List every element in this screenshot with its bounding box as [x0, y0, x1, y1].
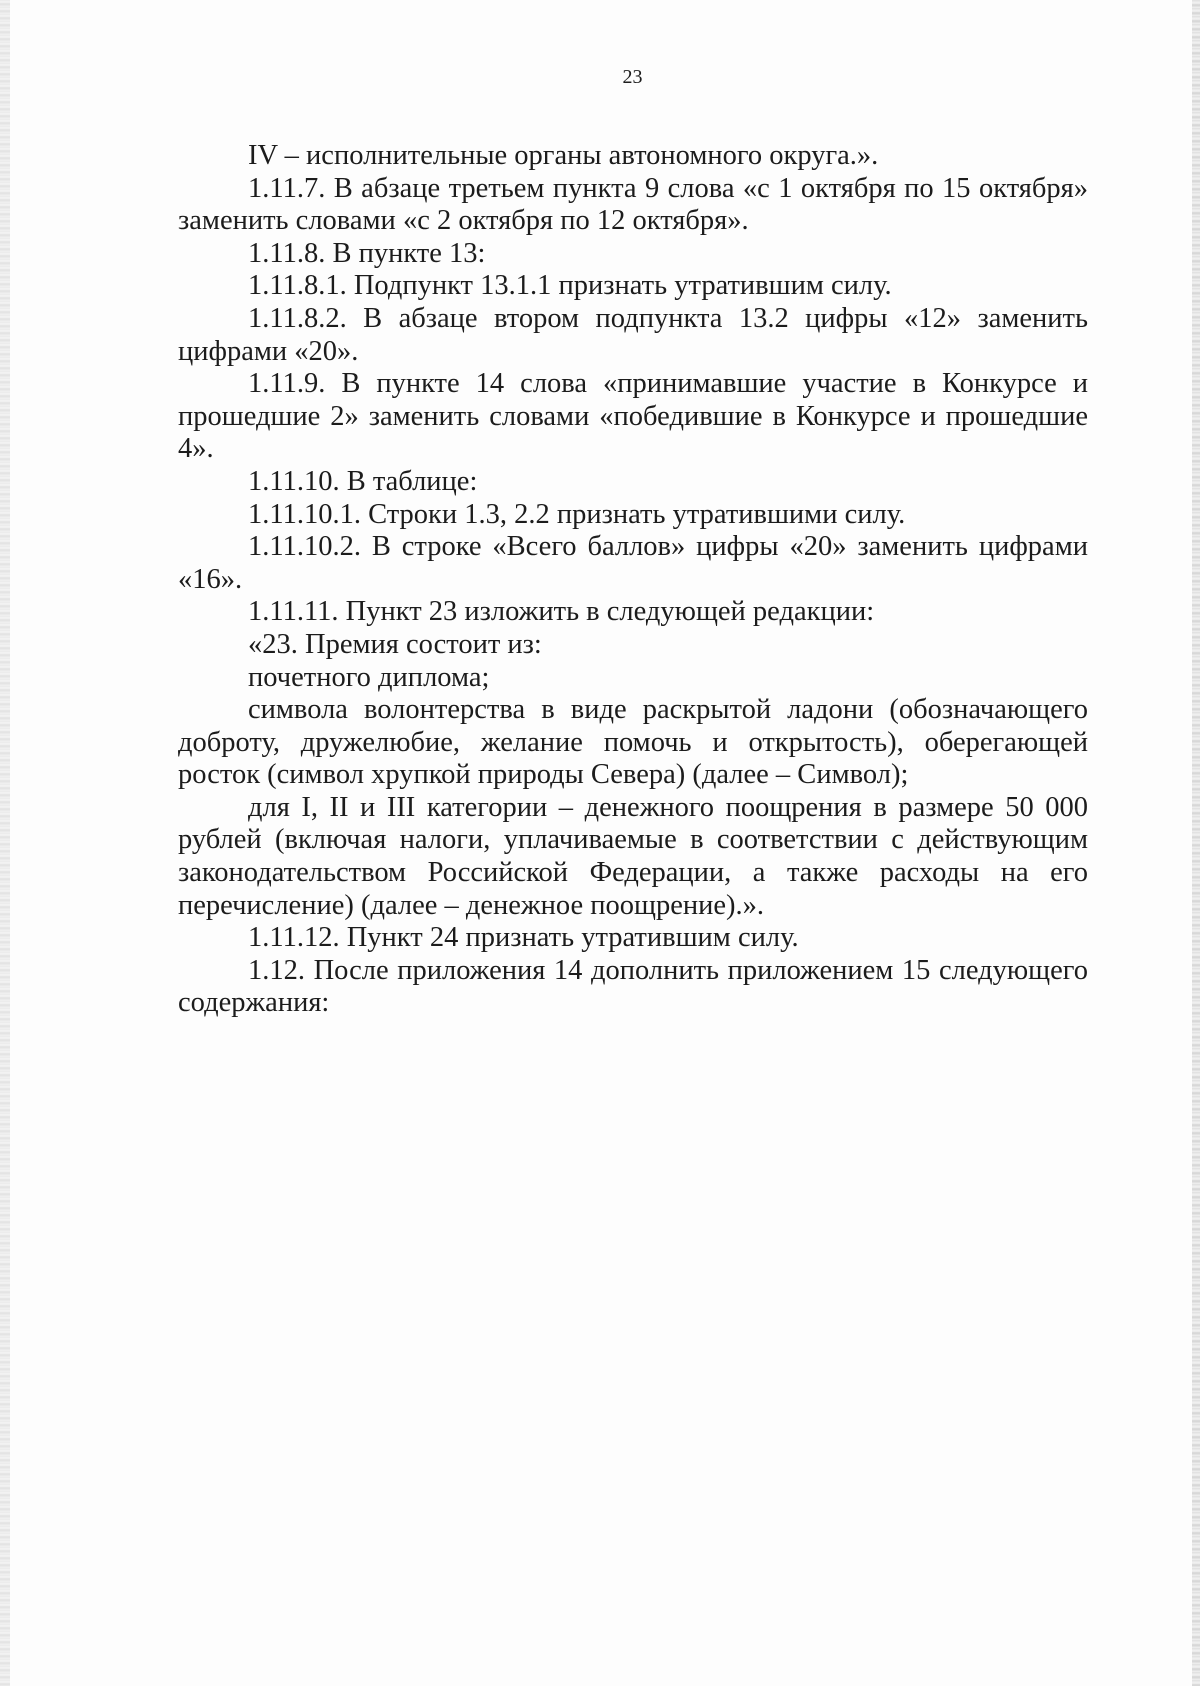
scan-left-edge: [0, 0, 10, 1686]
paragraph: 1.11.10.1. Строки 1.3, 2.2 признать утратившими силу.: [248, 498, 906, 530]
scan-right-edge: [1192, 0, 1200, 1686]
paragraph: 1.11.12. Пункт 24 признать утратившим силу.: [248, 922, 799, 954]
paragraph: 1.12. После приложения 14 дополнить приложением 15 следующего содержания:: [178, 954, 1088, 1019]
paragraph: «23. Премия состоит из:: [248, 628, 542, 660]
paragraph: 1.11.10.2. В строке «Всего баллов» цифры «20» заменить цифрами «16».: [178, 531, 1088, 595]
paragraph: 1.11.11. Пункт 23 изложить в следующей редакции:: [248, 596, 875, 628]
page-number: 23: [622, 66, 643, 88]
paragraph: для I, II и III категории – денежного поощрения в размере 50 000 рублей (включая налоги, уплачиваемые в соответствии с действующим законодательством Российской Федерации, а также расходы на его перечисление) (далее – денежное поощрение).».: [178, 791, 1088, 921]
paragraph: 1.11.10. В таблице:: [248, 465, 478, 497]
paragraph: IV – исполнительные органы автономного округа.».: [248, 140, 879, 171]
paragraph: 1.11.8.2. В абзаце втором подпункта 13.2 цифры «12» заменить цифрами «20».: [178, 302, 1088, 367]
paragraph: 1.11.7. В абзаце третьем пункта 9 слова «с 1 октября по 15 октября» заменить словами «с 2 октября по 12 октября».: [178, 172, 1088, 237]
document-body: [178, 140, 1088, 1020]
paragraph: символа волонтерства в виде раскрытой ладони (обозначающего доброту, дружелюбие, желание помочь и открытость), оберегающей росток (символ хрупкой природы Севера) (далее – Символ);: [178, 694, 1088, 791]
paragraph: почетного диплома;: [248, 661, 490, 693]
paragraph: 1.11.9. В пункте 14 слова «принимавшие участие в Конкурсе и прошедшие 2» заменить словами «победившие в Конкурсе и прошедшие 4».: [178, 368, 1088, 465]
paragraph: 1.11.8. В пункте 13:: [248, 237, 486, 269]
paragraph: 1.11.8.1. Подпункт 13.1.1 признать утратившим силу.: [248, 270, 892, 302]
